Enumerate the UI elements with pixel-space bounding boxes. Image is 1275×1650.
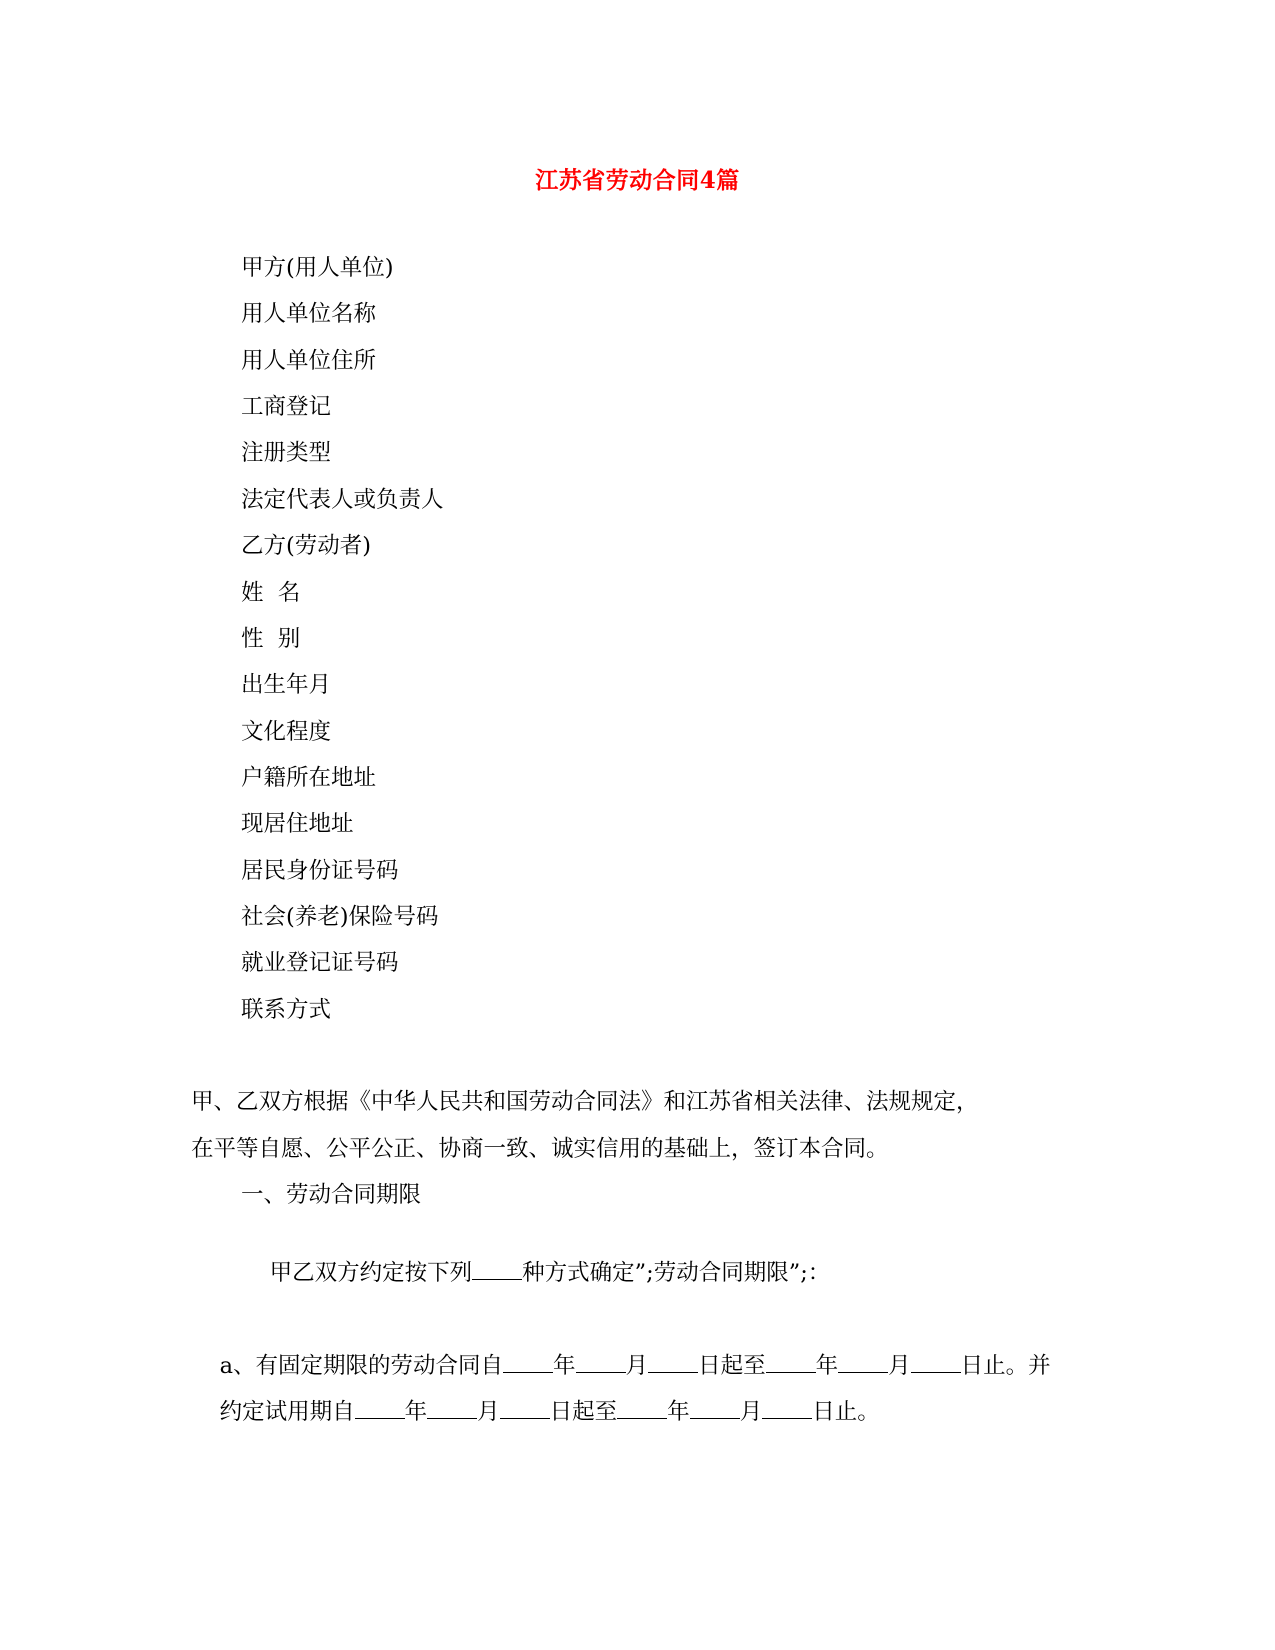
clause-text: 月 bbox=[625, 1353, 649, 1379]
section-1-heading: 一、劳动合同期限 bbox=[241, 1182, 422, 1208]
field-gender: 性 别 bbox=[241, 626, 301, 652]
clause-text: 年 bbox=[553, 1353, 576, 1379]
field-education: 文化程度 bbox=[241, 719, 332, 745]
clause-text: 日止。并 bbox=[960, 1353, 1051, 1379]
blank-trial-start-month bbox=[427, 1396, 477, 1419]
blank-trial-end-month bbox=[690, 1396, 740, 1419]
field-party-a: 甲方(用人单位) bbox=[241, 255, 394, 281]
field-employment-cert-number: 就业登记证号码 bbox=[241, 950, 399, 976]
clause-text: 年 bbox=[667, 1399, 690, 1425]
field-party-b: 乙方(劳动者) bbox=[241, 533, 372, 559]
section-1-text bbox=[241, 1225, 830, 1321]
clause-text: 月 bbox=[888, 1353, 911, 1379]
preamble-line-1: 甲、乙双方根据《中华人民共和国劳动合同法》和江苏省相关法律、法规规定， bbox=[191, 1089, 979, 1115]
field-household-address: 户籍所在地址 bbox=[241, 765, 377, 791]
clause-text: 月 bbox=[477, 1399, 500, 1425]
field-employer-name: 用人单位名称 bbox=[241, 301, 377, 327]
field-id-number: 居民身份证号码 bbox=[241, 858, 399, 884]
field-birth-date: 出生年月 bbox=[241, 672, 332, 698]
clause-text: 年 bbox=[815, 1353, 839, 1379]
clause-text: 月 bbox=[739, 1399, 763, 1425]
field-insurance-number: 社会(养老)保险号码 bbox=[241, 904, 439, 930]
document-title: 江苏省劳动合同4篇 bbox=[535, 167, 740, 194]
field-name: 姓 名 bbox=[241, 580, 301, 606]
clause-text: 日起至 bbox=[549, 1399, 618, 1425]
field-business-registration: 工商登记 bbox=[241, 394, 332, 420]
section-1-text-part-a: 甲乙双方约定按下列 bbox=[269, 1260, 473, 1286]
clause-text: 日起至 bbox=[698, 1353, 766, 1379]
blank-trial-end-year bbox=[617, 1396, 667, 1419]
blank-trial-start-day bbox=[500, 1396, 550, 1419]
clause-text: 日止。 bbox=[812, 1399, 880, 1425]
field-contact: 联系方式 bbox=[241, 997, 332, 1023]
blank-end-day bbox=[911, 1350, 961, 1373]
clause-a-line-2 bbox=[191, 1364, 880, 1460]
blank-method bbox=[472, 1257, 522, 1280]
clause-text: a、有固定期限的劳动合同自 bbox=[219, 1353, 504, 1379]
field-legal-representative: 法定代表人或负责人 bbox=[241, 487, 444, 513]
field-current-address: 现居住地址 bbox=[241, 811, 354, 837]
clause-text: 年 bbox=[404, 1399, 428, 1425]
field-registration-type: 注册类型 bbox=[241, 440, 332, 466]
preamble-line-2: 在平等自愿、公平公正、协商一致、诚实信用的基础上，签订本合同。 bbox=[191, 1136, 889, 1162]
blank-trial-start-year bbox=[355, 1396, 405, 1419]
field-employer-address: 用人单位住所 bbox=[241, 348, 377, 374]
blank-trial-end-day bbox=[762, 1396, 812, 1419]
section-1-text-part-b: 种方式确定”;劳动合同期限”;： bbox=[522, 1260, 831, 1286]
clause-text: 约定试用期自 bbox=[219, 1399, 355, 1425]
